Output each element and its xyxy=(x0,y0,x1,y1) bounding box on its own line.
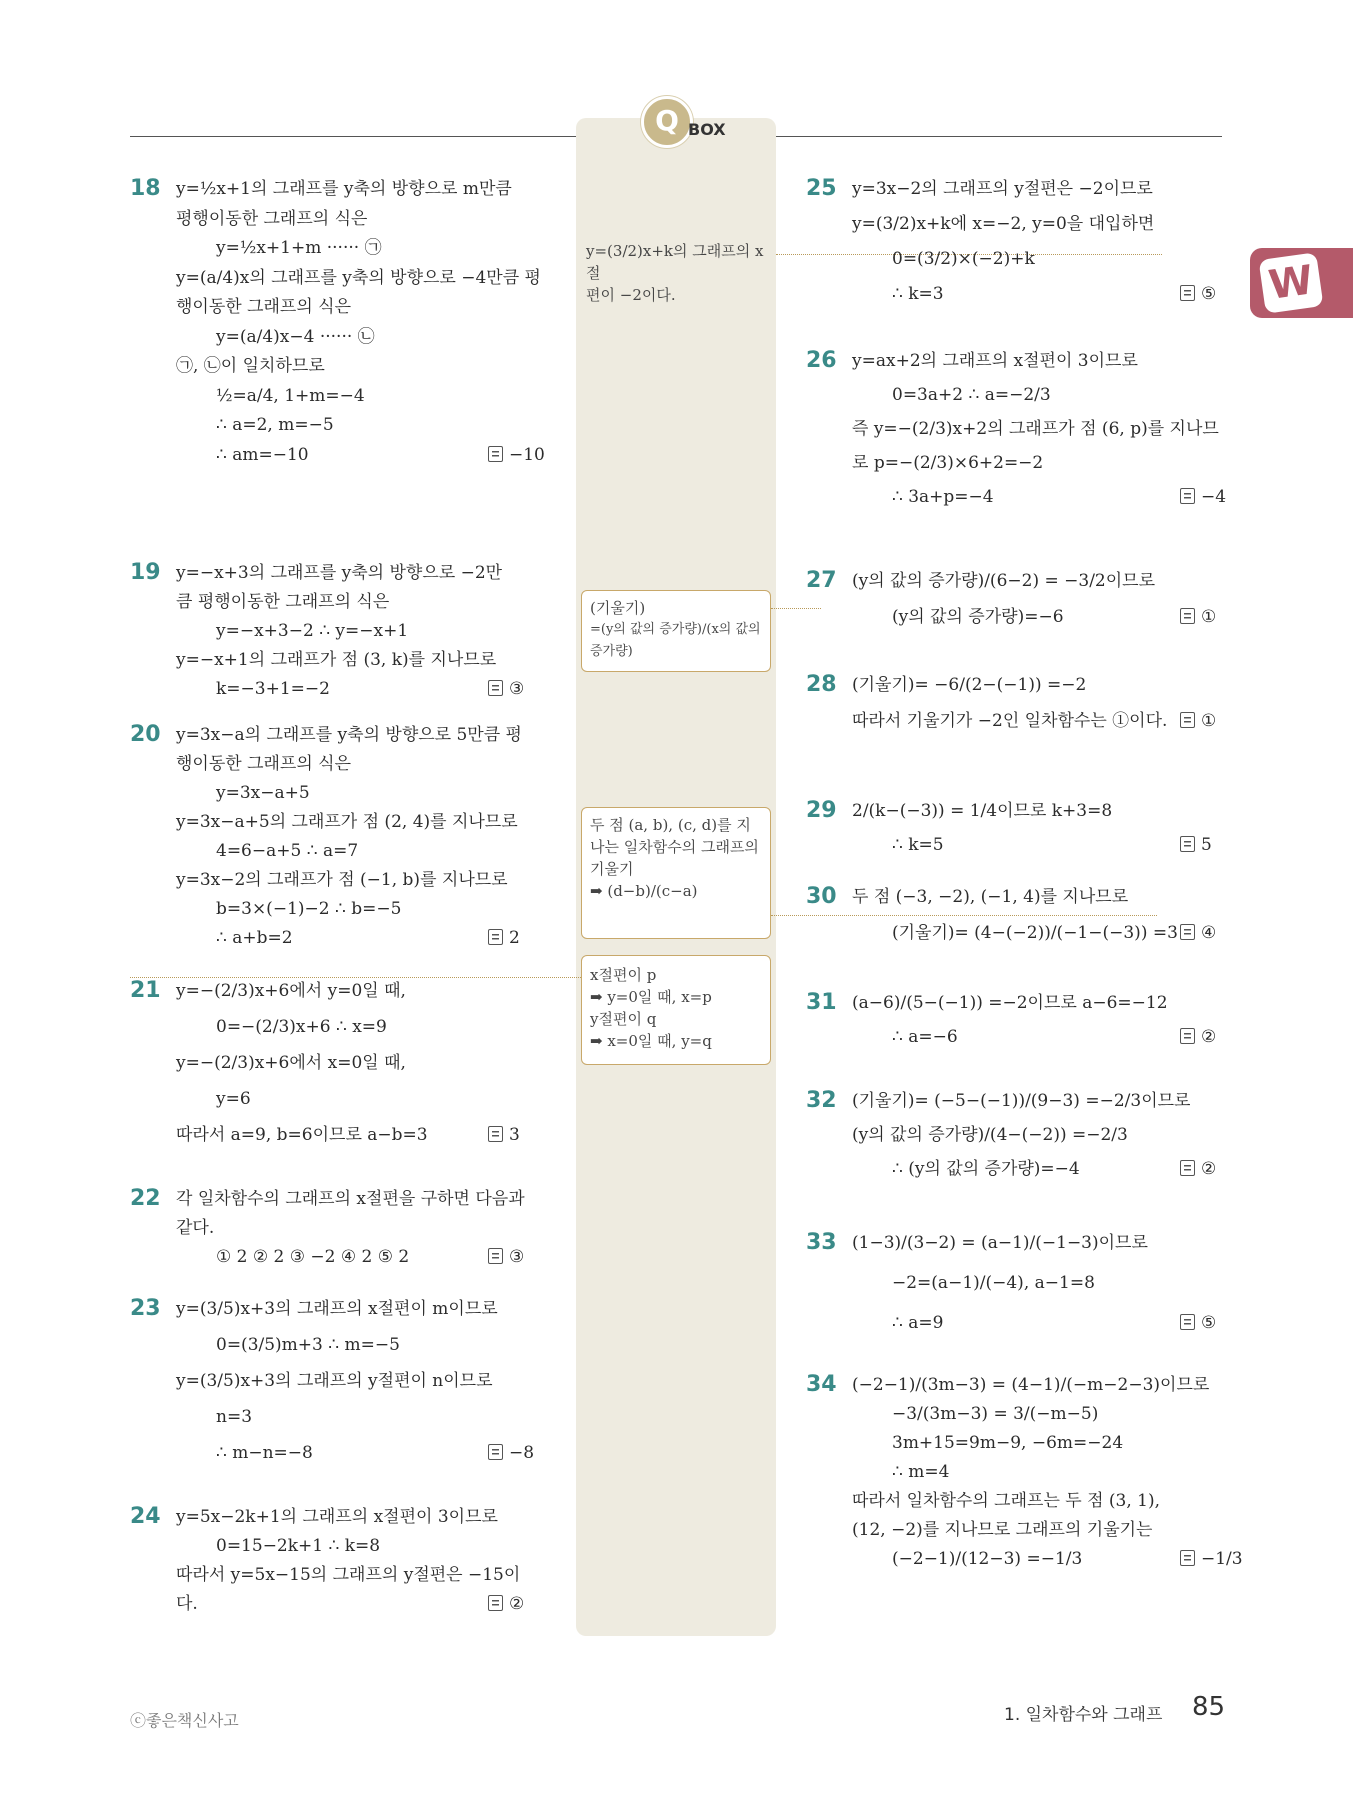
solution-line: ∴ (y의 값의 증가량)=−4 xyxy=(892,1159,1080,1179)
answer-badge: −10 xyxy=(488,444,545,466)
problem-number: 19 xyxy=(130,560,161,585)
solution-line: (1−3)/(3−2) = (a−1)/(−1−3)이므로 xyxy=(852,1233,1148,1253)
solution-line: ∴ k=3 xyxy=(892,284,944,304)
solution-line: 따라서 기울기가 −2인 일차함수는 ①이다. xyxy=(852,711,1168,731)
answer-badge: ③ xyxy=(488,1246,524,1268)
solution-line: y=−(2/3)x+6에서 y=0일 때, xyxy=(176,981,406,1001)
solution-line: 행이동한 그래프의 식은 xyxy=(176,754,352,774)
answer-badge: −1/3 xyxy=(1180,1548,1243,1570)
problem-number: 28 xyxy=(806,672,837,697)
publisher-credit: ⓒ좋은책신사고 xyxy=(130,1711,239,1730)
answer-badge: ② xyxy=(1180,1158,1216,1180)
leader-line-2 xyxy=(771,608,821,609)
answer-badge: 5 xyxy=(1180,834,1212,856)
problem-number: 26 xyxy=(806,348,837,373)
problem-number: 32 xyxy=(806,1088,837,1113)
solution-line: (기울기)= (−5−(−1))/(9−3) =−2/3이므로 xyxy=(852,1091,1191,1111)
problem-number: 23 xyxy=(130,1296,161,1321)
solution-line: (y의 값의 증가량)=−6 xyxy=(892,607,1064,627)
solution-line: y=5x−2k+1의 그래프의 x절편이 3이므로 xyxy=(176,1507,498,1527)
q-box-icon: Q xyxy=(641,96,693,148)
solution-line: y=3x−a+5 xyxy=(216,783,310,803)
answer-badge: ⑤ xyxy=(1180,1312,1216,1334)
solution-line: ∴ k=5 xyxy=(892,835,944,855)
solution-line: ∴ am=−10 xyxy=(216,444,309,465)
problem-number: 21 xyxy=(130,978,161,1003)
solution-line: (−2−1)/(3m−3) = (4−1)/(−m−2−3)이므로 xyxy=(852,1375,1210,1395)
solution-line: 두 점 (−3, −2), (−1, 4)를 지나므로 xyxy=(852,887,1129,907)
problem-number: 29 xyxy=(806,798,837,823)
solution-line: 다. xyxy=(176,1594,198,1614)
solution-line: y=(3/5)x+3의 그래프의 y절편이 n이므로 xyxy=(176,1371,493,1391)
solution-line: 따라서 일차함수의 그래프는 두 점 (3, 1), xyxy=(852,1491,1161,1511)
solution-line: y=−x+3−2 ∴ y=−x+1 xyxy=(216,621,409,641)
solution-line: (y의 값의 증가량)/(6−2) = −3/2이므로 xyxy=(852,571,1155,591)
solution-line: −3/(3m−3) = 3/(−m−5) xyxy=(892,1404,1099,1424)
problem-number: 30 xyxy=(806,884,837,909)
solution-line: (y의 값의 증가량)/(4−(−2)) =−2/3 xyxy=(852,1125,1128,1145)
solution-line: 4=6−a+5 ∴ a=7 xyxy=(216,841,359,861)
answer-badge: 2 xyxy=(488,927,520,949)
problem-number: 33 xyxy=(806,1230,837,1255)
solution-line: (a−6)/(5−(−1)) =−2이므로 a−6=−12 xyxy=(852,993,1168,1013)
solution-line: y=−(2/3)x+6에서 x=0일 때, xyxy=(176,1053,406,1073)
solution-line: ∴ a=2, m=−5 xyxy=(216,415,334,435)
answer-badge: ③ xyxy=(488,678,524,700)
solution-line: k=−3+1=−2 xyxy=(216,679,330,699)
problem-number: 25 xyxy=(806,176,837,201)
solution-line: y=3x−a+5의 그래프가 점 (2, 4)를 지나므로 xyxy=(176,812,518,832)
solution-line: (−2−1)/(12−3) =−1/3 xyxy=(892,1549,1083,1569)
solution-line: ∴ m=4 xyxy=(892,1462,950,1482)
solution-line: b=3×(−1)−2 ∴ b=−5 xyxy=(216,899,402,919)
answer-badge: −8 xyxy=(488,1442,534,1464)
top-rule-right xyxy=(776,136,1222,137)
solution-line: ∴ m−n=−8 xyxy=(216,1443,313,1463)
problem-number: 27 xyxy=(806,568,837,593)
solution-line: 0=3a+2 ∴ a=−2/3 xyxy=(892,385,1051,405)
w-tab-icon: W xyxy=(1250,248,1353,318)
answer-badge: ① xyxy=(1180,606,1216,628)
leader-line-3 xyxy=(771,915,1157,916)
page-number: 85 xyxy=(1192,1692,1226,1722)
solution-line: 즉 y=−(2/3)x+2의 그래프가 점 (6, p)를 지나므 xyxy=(852,419,1219,439)
top-rule-left xyxy=(130,136,576,137)
side-note-3: 두 점 (a, b), (c, d)를 지 나는 일차함수의 그래프의 기울기 ➡ (d−b)/(c−a) xyxy=(581,807,771,939)
solution-line: y=(3/2)x+k에 x=−2, y=0을 대입하면 xyxy=(852,214,1155,234)
solution-line: y=½x+1의 그래프를 y축의 방향으로 m만큼 xyxy=(176,179,512,199)
solution-line: 0=15−2k+1 ∴ k=8 xyxy=(216,1536,381,1556)
solution-line: 따라서 a=9, b=6이므로 a−b=3 xyxy=(176,1125,428,1145)
leader-line-4 xyxy=(130,977,581,978)
solution-line: 2/(k−(−3)) = 1/4이므로 k+3=8 xyxy=(852,801,1113,821)
solution-line: 행이동한 그래프의 식은 xyxy=(176,297,352,317)
answer-badge: ④ xyxy=(1180,922,1216,944)
solution-line: (12, −2)를 지나므로 그래프의 기울기는 xyxy=(852,1520,1153,1540)
solution-line: y=6 xyxy=(216,1089,251,1109)
chapter-title: 1. 일차함수와 그래프 xyxy=(1004,1705,1163,1725)
solution-line: 평행이동한 그래프의 식은 xyxy=(176,208,368,229)
problem-number: 31 xyxy=(806,990,837,1015)
solution-line: y=3x−2의 그래프의 y절편은 −2이므로 xyxy=(852,179,1153,199)
solution-line: y=−x+1의 그래프가 점 (3, k)를 지나므로 xyxy=(176,650,497,670)
solution-line: y=(a/4)x−4 ······ ㉡ xyxy=(216,326,375,347)
solution-line: 0=−(2/3)x+6 ∴ x=9 xyxy=(216,1017,387,1037)
side-note-2: (기울기) =(y의 값의 증가량)/(x의 값의 증가량) xyxy=(581,590,771,672)
box-label: BOX xyxy=(688,120,726,139)
answer-badge: ① xyxy=(1180,710,1216,732)
solution-line: 각 일차함수의 그래프의 x절편을 구하면 다음과 xyxy=(176,1189,525,1209)
solution-line: y=3x−a의 그래프를 y축의 방향으로 5만큼 평 xyxy=(176,725,522,745)
solution-line: n=3 xyxy=(216,1407,253,1427)
solution-line: y=3x−2의 그래프가 점 (−1, b)를 지나므로 xyxy=(176,870,508,890)
answer-badge: ⑤ xyxy=(1180,283,1216,305)
side-note-4: x절편이 p ➡ y=0일 때, x=p y절편이 q ➡ x=0일 때, y=q xyxy=(581,955,771,1065)
solution-line: 로 p=−(2/3)×6+2=−2 xyxy=(852,453,1044,473)
solution-line: 큼 평행이동한 그래프의 식은 xyxy=(176,592,390,612)
solution-line: y=½x+1+m ······ ㉠ xyxy=(216,238,382,258)
solution-line: 따라서 y=5x−15의 그래프의 y절편은 −15이 xyxy=(176,1565,521,1585)
solution-line: 0=(3/5)m+3 ∴ m=−5 xyxy=(216,1335,400,1355)
solution-line: ½=a/4, 1+m=−4 xyxy=(216,385,365,406)
solution-line: (기울기)= (4−(−2))/(−1−(−3)) =3 xyxy=(892,923,1178,943)
problem-number: 34 xyxy=(806,1372,837,1397)
solution-line: y=ax+2의 그래프의 x절편이 3이므로 xyxy=(852,351,1138,371)
answer-badge: −4 xyxy=(1180,486,1226,508)
solution-line: ∴ 3a+p=−4 xyxy=(892,487,994,507)
solution-line: 3m+15=9m−9, −6m=−24 xyxy=(892,1433,1124,1453)
answer-badge: ② xyxy=(1180,1026,1216,1048)
solution-line: y=(3/5)x+3의 그래프의 x절편이 m이므로 xyxy=(176,1299,498,1319)
solution-line: ㉠, ㉡이 일치하므로 xyxy=(176,356,325,376)
solution-line: ① 2 ② 2 ③ −2 ④ 2 ⑤ 2 xyxy=(216,1247,410,1267)
answer-badge: ② xyxy=(488,1593,524,1615)
solution-line: ∴ a=−6 xyxy=(892,1027,958,1047)
solution-line: ∴ a=9 xyxy=(892,1313,944,1333)
solution-line: −2=(a−1)/(−4), a−1=8 xyxy=(892,1273,1095,1293)
solution-line: y=−x+3의 그래프를 y축의 방향으로 −2만 xyxy=(176,563,503,583)
problem-number: 18 xyxy=(130,176,161,201)
answer-badge: 3 xyxy=(488,1124,520,1146)
problem-number: 22 xyxy=(130,1186,161,1211)
solution-line: y=(a/4)x의 그래프를 y축의 방향으로 −4만큼 평 xyxy=(176,267,541,288)
solution-line: 같다. xyxy=(176,1218,215,1238)
side-note-1: y=(3/2)x+k의 그래프의 x절 편이 −2이다. xyxy=(586,242,764,304)
problem-number: 20 xyxy=(130,722,161,747)
solution-line: (기울기)= −6/(2−(−1)) =−2 xyxy=(852,675,1087,695)
solution-line: 0=(3/2)×(−2)+k xyxy=(892,249,1035,269)
problem-number: 24 xyxy=(130,1504,161,1529)
solution-line: ∴ a+b=2 xyxy=(216,928,293,948)
